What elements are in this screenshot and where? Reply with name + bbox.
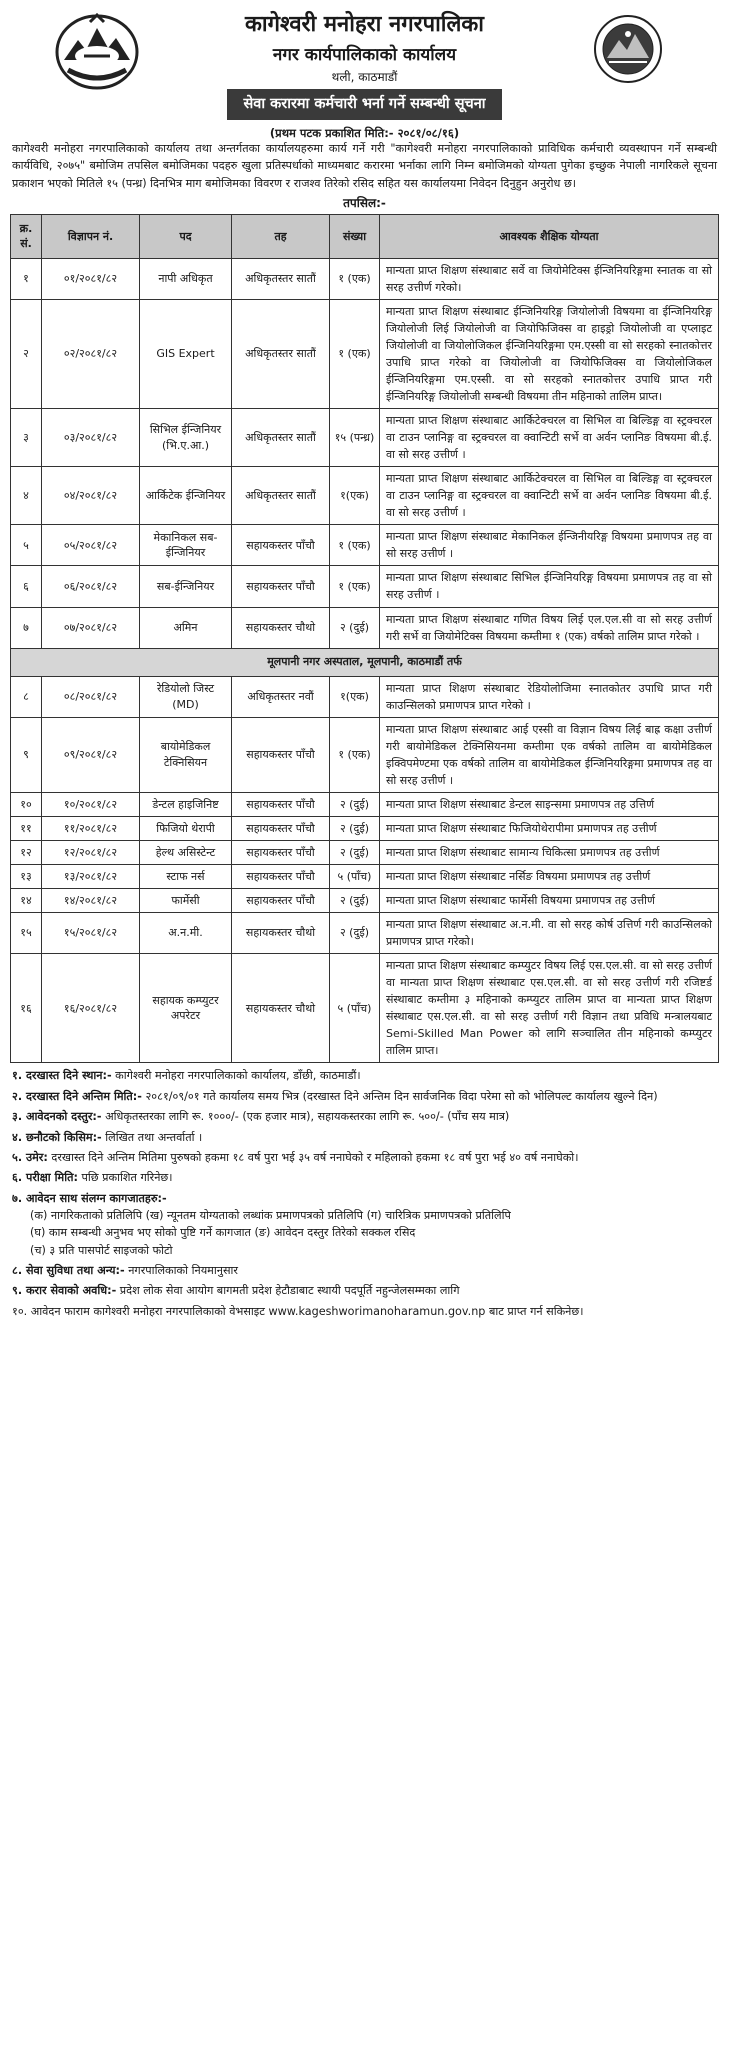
footer-text: नगरपालिकाको नियमानुसार bbox=[124, 1264, 239, 1278]
footer-label: ७. आवेदन साथ संलग्न कागजातहरु:- bbox=[12, 1191, 167, 1205]
row-qualification: मान्यता प्राप्त शिक्षण संस्थाबाट सिभिल ईन्जिनियरिङ्ग विषयमा प्रमाणपत्र तह वा सो सरह उत्तीर्ण । bbox=[380, 566, 719, 607]
org-location: थली, काठमाडौं bbox=[331, 69, 398, 84]
row-advert-number: १४/२०८१/८२ bbox=[42, 889, 140, 913]
row-level: सहायकस्तर पाँचौ bbox=[232, 889, 330, 913]
row-qualification: मान्यता प्राप्त शिक्षण संस्थाबाट फार्मेसी विषयमा प्रमाणपत्र तह उत्तीर्ण bbox=[380, 889, 719, 913]
row-advert-number: ०६/२०८१/८२ bbox=[42, 566, 140, 607]
row-count: १ (एक) bbox=[330, 525, 380, 566]
row-count: १ (एक) bbox=[330, 566, 380, 607]
row-post-name: मेकानिकल सब-ईन्जिनियर bbox=[140, 525, 232, 566]
org-title: कागेश्वरी मनोहरा नगरपालिका bbox=[244, 12, 484, 37]
row-serial-number: १३ bbox=[11, 865, 42, 889]
row-advert-number: १२/२०८१/८२ bbox=[42, 840, 140, 864]
row-count: १५ (पन्ध्र) bbox=[330, 409, 380, 467]
table-header-row bbox=[11, 214, 719, 258]
notice-header bbox=[10, 10, 719, 140]
footer-item-age bbox=[12, 1149, 719, 1166]
notice-title-banner: सेवा करारमा कर्मचारी भर्ना गर्ने सम्बन्धी सूचना bbox=[227, 89, 501, 119]
row-serial-number: १४ bbox=[11, 889, 42, 913]
row-level: सहायकस्तर पाँचौ bbox=[232, 840, 330, 864]
row-qualification: मान्यता प्राप्त शिक्षण संस्थाबाट आई एस्सी वा विज्ञान विषय लिई बाह्र कक्षा उत्तीर्ण गरी बायोमेडिकल टेक्निसियनमा कम्तीमा एक वर्षको तालिम वा बायोमेडिकल इक्विपमेण्टमा एक वर्षको तालिम वा बायोमेडिकल ईन्जिनियरिङ्गमा प्रमाणपत्र तह वा सो सरह उत्तीर्ण । bbox=[380, 717, 719, 792]
table-row bbox=[11, 954, 719, 1063]
row-count: १(एक) bbox=[330, 676, 380, 717]
row-qualification: मान्यता प्राप्त शिक्षण संस्थाबाट आर्किटेक्चरल वा सिभिल वा बिल्डिङ्ग वा स्ट्रक्चरल वा टाउन प्लानिङ्ग वा स्ट्रक्चरल वा क्वान्टिटी सर्भे वा अर्वन प्लानिङ विषयमा बी.ई. वा सो सरह उत्तीर्ण । bbox=[380, 467, 719, 525]
footer-label: ९. करार सेवाको अवधि:- bbox=[12, 1284, 117, 1298]
row-count: २ (दुई) bbox=[330, 840, 380, 864]
footer-item-documents bbox=[12, 1190, 719, 1259]
row-post-name: डेन्टल हाइजिनिष्ट bbox=[140, 792, 232, 816]
row-serial-number: १६ bbox=[11, 954, 42, 1063]
table-row bbox=[11, 607, 719, 648]
footer-label: ५. उमेर: bbox=[12, 1150, 48, 1164]
row-qualification: मान्यता प्राप्त शिक्षण संस्थाबाट कम्प्युटर विषय लिई एस.एल.सी. वा सो सरह उत्तीर्ण वा मान्यता प्राप्त शिक्षण संस्थाबाट एस.एल.सी. वा सो सरह उत्तीर्ण गरी रजिष्टर्ड संस्थाबाट कम्तीमा ३ महिनाको कम्प्युटर तालिम प्राप्त वा मान्यता प्राप्त शिक्षण संस्थाबाट एस.एल.सी. वा सो सरह उत्तीर्ण गरी विज्ञान तथा प्रविधि मन्त्रालयबाट Semi-Skilled Man Power को लागि सञ्चालित तीन महिनाको कम्प्युटर तालिम प्राप्त। bbox=[380, 954, 719, 1063]
row-level: अधिकृतस्तर सातौं bbox=[232, 467, 330, 525]
row-level: सहायकस्तर पाँचौ bbox=[232, 865, 330, 889]
intro-paragraph: कागेश्वरी मनोहरा नगरपालिकाको कार्यालय तथा अन्तर्गतका कार्यालयहरुमा कार्य गर्ने गरी "कागेश्वरी मनोहरा नगरपालिकाको प्राविधिक कर्मचारी व्यवस्थापन गर्ने सम्बन्धी कार्यविधि, २०७५" बमोजिम तपसिल बमोजिमका पदहरु खुला प्रतिस्पर्धाको माध्यमबाट करारमा भर्नाका लागि निम्न बमोजिमको योग्यता पुगेका इच्छुक नेपाली नागरिकले सूचना प्रकाशन भएको मितिले १५ (पन्ध्र) दिनभित्र माग बमोजिमका विवरण र राजश्व तिरेको रसिद सहित यस कार्यालयमा निवेदन दिनुहुन अनुरोध छ। bbox=[12, 142, 717, 190]
section-row bbox=[11, 648, 719, 676]
row-qualification: मान्यता प्राप्त शिक्षण संस्थाबाट अ.न.मी. वा सो सरह कोर्ष उत्तिर्ण गरी काउन्सिलको प्रमाणपत्र प्राप्त गरेको। bbox=[380, 913, 719, 954]
vacancy-table bbox=[10, 214, 719, 1064]
footer-label: ६. परीक्षा मिति: bbox=[12, 1171, 78, 1185]
documents-line: (घ) काम सम्बन्धी अनुभव भए सोको पुष्टि गर्ने कागजात (ङ) आवेदन दस्तुर तिरेको सक्कल रसिद bbox=[30, 1226, 416, 1240]
row-serial-number: १२ bbox=[11, 840, 42, 864]
section-title: मूलपानी नगर अस्पताल, मूलपानी, काठमाडौं तर्फ bbox=[11, 648, 719, 676]
row-level: सहायकस्तर चौथो bbox=[232, 913, 330, 954]
table-row bbox=[11, 258, 719, 299]
row-level: सहायकस्तर पाँचौ bbox=[232, 566, 330, 607]
row-serial-number: ९ bbox=[11, 717, 42, 792]
column-header-count: संख्या bbox=[330, 214, 380, 258]
row-qualification: मान्यता प्राप्त शिक्षण संस्थाबाट ईन्जिनियरिङ्ग जियोलोजी विषयमा वा ईन्जिनियरिङ्ग जियोलोजी लिई जियोलोजी वा जियोफिजिक्स वा हाइड्रो जियोलोजी वा एप्लाइट जियोलोजी वा जियोलोजिकल ईन्जिनियरिङ्गमा एम.एस्सी वा सो सरहको स्नातकोत्तर उपाधि प्राप्त गरेको वा जियोलोजी वा जियोफिजिक्स वा जियोलोजिकल ईन्जिनियरिङ्गमा एम.एस्सी. वा सो सरहको स्नातकोत्तर उपाधि प्राप्त गरी ईन्जिनियरिङ्ग जियोलोजी सम्बन्धी विषयमा तीन महिनाको तालिम प्राप्त। bbox=[380, 299, 719, 408]
row-advert-number: १६/२०८१/८२ bbox=[42, 954, 140, 1063]
municipality-logo-icon bbox=[593, 14, 663, 84]
footer-item-exam-date bbox=[12, 1169, 719, 1186]
table-row bbox=[11, 467, 719, 525]
footer-text: दरखास्त दिने अन्तिम मितिमा पुरुषको हकमा १८ वर्ष पुरा भई ३५ वर्ष ननाघेको र महिलाको हकमा १८ वर्ष पुरा भई ४० वर्ष ननाघेको। bbox=[47, 1150, 579, 1164]
row-count: २ (दुई) bbox=[330, 792, 380, 816]
row-post-name: बायोमेडिकल टेक्निसियन bbox=[140, 717, 232, 792]
row-advert-number: १३/२०८१/८२ bbox=[42, 865, 140, 889]
row-advert-number: ०९/२०८१/८२ bbox=[42, 717, 140, 792]
row-count: २ (दुई) bbox=[330, 913, 380, 954]
row-advert-number: ०३/२०८१/८२ bbox=[42, 409, 140, 467]
table-row bbox=[11, 913, 719, 954]
row-advert-number: १०/२०८१/८२ bbox=[42, 792, 140, 816]
row-qualification: मान्यता प्राप्त शिक्षण संस्थाबाट नर्सिङ विषयमा प्रमाणपत्र तह उत्तीर्ण bbox=[380, 865, 719, 889]
row-level: अधिकृतस्तर सातौं bbox=[232, 409, 330, 467]
footer-text: कागेश्वरी मनोहरा नगरपालिकाको कार्यालय, डाँछी, काठमाडौं। bbox=[111, 1069, 361, 1083]
row-advert-number: ०८/२०८१/८२ bbox=[42, 676, 140, 717]
column-header-post: पद bbox=[140, 214, 232, 258]
row-count: १(एक) bbox=[330, 467, 380, 525]
column-header-adv-no: विज्ञापन नं. bbox=[42, 214, 140, 258]
row-serial-number: ४ bbox=[11, 467, 42, 525]
row-count: २ (दुई) bbox=[330, 816, 380, 840]
notice-footer bbox=[10, 1067, 719, 1320]
table-row bbox=[11, 792, 719, 816]
row-count: २ (दुई) bbox=[330, 889, 380, 913]
row-qualification: मान्यता प्राप्त शिक्षण संस्थाबाट फिजियोथेरापीमा प्रमाणपत्र तह उत्तीर्ण bbox=[380, 816, 719, 840]
footer-text: १०. आवेदन फाराम कागेश्वरी मनोहरा नगरपालिकाको वेभसाइट www.kageshworimanoharamun.gov.np बाट प्राप्त गर्न सकिनेछ। bbox=[12, 1304, 584, 1318]
footer-label: ३. आवेदनको दस्तुर:- bbox=[12, 1110, 102, 1124]
row-qualification: मान्यता प्राप्त शिक्षण संस्थाबाट गणित विषय लिई एल.एल.सी वा सो सरह उत्तीर्ण गरी सर्भे वा जियोमेटिक्स विषयमा कम्तीमा १ (एक) वर्षको तालिम प्राप्त गरेको । bbox=[380, 607, 719, 648]
footer-item-application-form bbox=[12, 1303, 719, 1320]
footer-label: ४. छनौटको किसिम:- bbox=[12, 1130, 102, 1144]
column-header-level: तह bbox=[232, 214, 330, 258]
row-post-name: अ.न.मी. bbox=[140, 913, 232, 954]
row-level: सहायकस्तर चौथो bbox=[232, 954, 330, 1063]
table-row bbox=[11, 717, 719, 792]
table-row bbox=[11, 840, 719, 864]
published-date: (प्रथम पटक प्रकाशित मिति:- २०८१/०८/१६) bbox=[269, 125, 460, 140]
footer-text: २०८१/०९/०१ गते कार्यालय समय भित्र (दरखास्त दिने अन्तिम दिन सार्वजनिक विदा परेमा सो को भोलिपल्ट कार्यालय खुल्ने दिन) bbox=[141, 1089, 658, 1103]
row-advert-number: ११/२०८१/८२ bbox=[42, 816, 140, 840]
table-row bbox=[11, 865, 719, 889]
row-count: २ (दुई) bbox=[330, 607, 380, 648]
row-level: अधिकृतस्तर सातौं bbox=[232, 258, 330, 299]
row-serial-number: १० bbox=[11, 792, 42, 816]
row-serial-number: ६ bbox=[11, 566, 42, 607]
row-advert-number: १५/२०८१/८२ bbox=[42, 913, 140, 954]
footer-item-facilities bbox=[12, 1262, 719, 1279]
footer-item-contract-period bbox=[12, 1282, 719, 1299]
row-serial-number: ५ bbox=[11, 525, 42, 566]
footer-text: प्रदेश लोक सेवा आयोग बागमती प्रदेश हेटौडाबाट स्थायी पदपूर्ति नहुन्जेलसम्मका लागि bbox=[116, 1284, 460, 1298]
row-post-name: अमिन bbox=[140, 607, 232, 648]
table-row bbox=[11, 676, 719, 717]
row-advert-number: ०५/२०८१/८२ bbox=[42, 525, 140, 566]
details-label: तपसिल:- bbox=[343, 196, 386, 211]
footer-text: अधिकृतस्तरका लागि रू. १०००/- (एक हजार मात्र), सहायकस्तरका लागि रू. ५००/- (पाँच सय मात्र) bbox=[101, 1110, 510, 1124]
column-header-sn: क्र. सं. bbox=[11, 214, 42, 258]
table-row bbox=[11, 889, 719, 913]
footer-item-deadline bbox=[12, 1088, 719, 1105]
row-qualification: मान्यता प्राप्त शिक्षण संस्थाबाट सामान्य चिकित्सा प्रमाणपत्र तह उत्तीर्ण bbox=[380, 840, 719, 864]
row-post-name: सिभिल ईन्जिनियर (भि.ए.आ.) bbox=[140, 409, 232, 467]
row-advert-number: ०७/२०८१/८२ bbox=[42, 607, 140, 648]
org-subtitle: नगर कार्यपालिकाको कार्यालय bbox=[272, 44, 457, 65]
row-post-name: स्टाफ नर्स bbox=[140, 865, 232, 889]
row-advert-number: ०१/२०८१/८२ bbox=[42, 258, 140, 299]
row-count: ५ (पाँच) bbox=[330, 954, 380, 1063]
footer-label: २. दरखास्त दिने अन्तिम मिति:- bbox=[12, 1089, 142, 1103]
table-row bbox=[11, 299, 719, 408]
row-post-name: GIS Expert bbox=[140, 299, 232, 408]
row-serial-number: ३ bbox=[11, 409, 42, 467]
row-level: सहायकस्तर पाँचौ bbox=[232, 717, 330, 792]
row-post-name: रेडियोलो जिस्ट (MD) bbox=[140, 676, 232, 717]
nepal-emblem-icon bbox=[54, 12, 140, 90]
row-post-name: हेल्थ असिस्टेन्ट bbox=[140, 840, 232, 864]
row-post-name: नापी अधिकृत bbox=[140, 258, 232, 299]
documents-line: (च) ३ प्रति पासपोर्ट साइजको फोटो bbox=[30, 1243, 173, 1257]
row-serial-number: ८ bbox=[11, 676, 42, 717]
footer-text: लिखित तथा अन्तर्वार्ता । bbox=[101, 1130, 203, 1144]
row-count: ५ (पाँच) bbox=[330, 865, 380, 889]
row-level: अधिकृतस्तर नवौं bbox=[232, 676, 330, 717]
footer-label: १. दरखास्त दिने स्थान:- bbox=[12, 1069, 112, 1083]
row-serial-number: १५ bbox=[11, 913, 42, 954]
row-level: सहायकस्तर पाँचौ bbox=[232, 816, 330, 840]
table-row bbox=[11, 525, 719, 566]
row-level: सहायकस्तर पाँचौ bbox=[232, 792, 330, 816]
row-advert-number: ०४/२०८१/८२ bbox=[42, 467, 140, 525]
row-post-name: आर्किटेक ईन्जिनियर bbox=[140, 467, 232, 525]
row-advert-number: ०२/२०८१/८२ bbox=[42, 299, 140, 408]
row-count: १ (एक) bbox=[330, 717, 380, 792]
row-post-name: फिजियो थेरापी bbox=[140, 816, 232, 840]
table-row bbox=[11, 816, 719, 840]
row-count: १ (एक) bbox=[330, 299, 380, 408]
row-qualification: मान्यता प्राप्त शिक्षण संस्थाबाट मेकानिकल ईन्जिनीयरिङ्ग विषयमा प्रमाणपत्र तह वा सो सरह उत्तीर्ण । bbox=[380, 525, 719, 566]
table-row bbox=[11, 409, 719, 467]
row-qualification: मान्यता प्राप्त शिक्षण संस्थाबाट आर्किटेक्चरल वा सिभिल वा बिल्डिङ्ग वा स्ट्रक्चरल वा टाउन प्लानिङ्ग वा स्ट्रक्चरल वा क्वान्टिटी सर्भे वा अर्वन प्लानिङ विषयमा बी.ई. वा सो सरह उत्तीर्ण । bbox=[380, 409, 719, 467]
row-serial-number: १ bbox=[11, 258, 42, 299]
row-serial-number: ११ bbox=[11, 816, 42, 840]
footer-text: पछि प्रकाशित गरिनेछ। bbox=[77, 1171, 173, 1185]
row-qualification: मान्यता प्राप्त शिक्षण संस्थाबाट डेन्टल साइन्समा प्रमाणपत्र तह उत्तिर्ण bbox=[380, 792, 719, 816]
row-level: अधिकृतस्तर सातौं bbox=[232, 299, 330, 408]
footer-item-selection bbox=[12, 1129, 719, 1146]
row-qualification: मान्यता प्राप्त शिक्षण संस्थाबाट सर्वे वा जियोमेटिक्स ईन्जिनियरिङ्गमा स्नातक वा सो सरह उत्तीर्ण गरेको। bbox=[380, 258, 719, 299]
table-row bbox=[11, 566, 719, 607]
footer-item-fee bbox=[12, 1108, 719, 1125]
row-qualification: मान्यता प्राप्त शिक्षण संस्थाबाट रेडियोलोजिमा स्नातकोतर उपाधि प्राप्त गरी काउन्सिलको प्रमाणपत्र प्राप्त गरेको । bbox=[380, 676, 719, 717]
column-header-qualification: आवश्यक शैक्षिक योग्यता bbox=[380, 214, 719, 258]
row-level: सहायकस्तर पाँचौ bbox=[232, 525, 330, 566]
footer-item-place bbox=[12, 1067, 719, 1084]
row-count: १ (एक) bbox=[330, 258, 380, 299]
row-serial-number: ७ bbox=[11, 607, 42, 648]
documents-line: (क) नागरिकताको प्रतिलिपि (ख) न्यूनतम योग्यताको लब्धांक प्रमाणपत्रको प्रतिलिपि (ग) चारित्रिक प्रमाणपत्रको प्रतिलिपि bbox=[30, 1209, 511, 1222]
row-post-name: सहायक कम्प्युटर अपरेटर bbox=[140, 954, 232, 1063]
row-post-name: सब-ईन्जिनियर bbox=[140, 566, 232, 607]
row-post-name: फार्मेसी bbox=[140, 889, 232, 913]
footer-label: ८. सेवा सुविधा तथा अन्य:- bbox=[12, 1264, 125, 1278]
row-level: सहायकस्तर चौथो bbox=[232, 607, 330, 648]
row-serial-number: २ bbox=[11, 299, 42, 408]
